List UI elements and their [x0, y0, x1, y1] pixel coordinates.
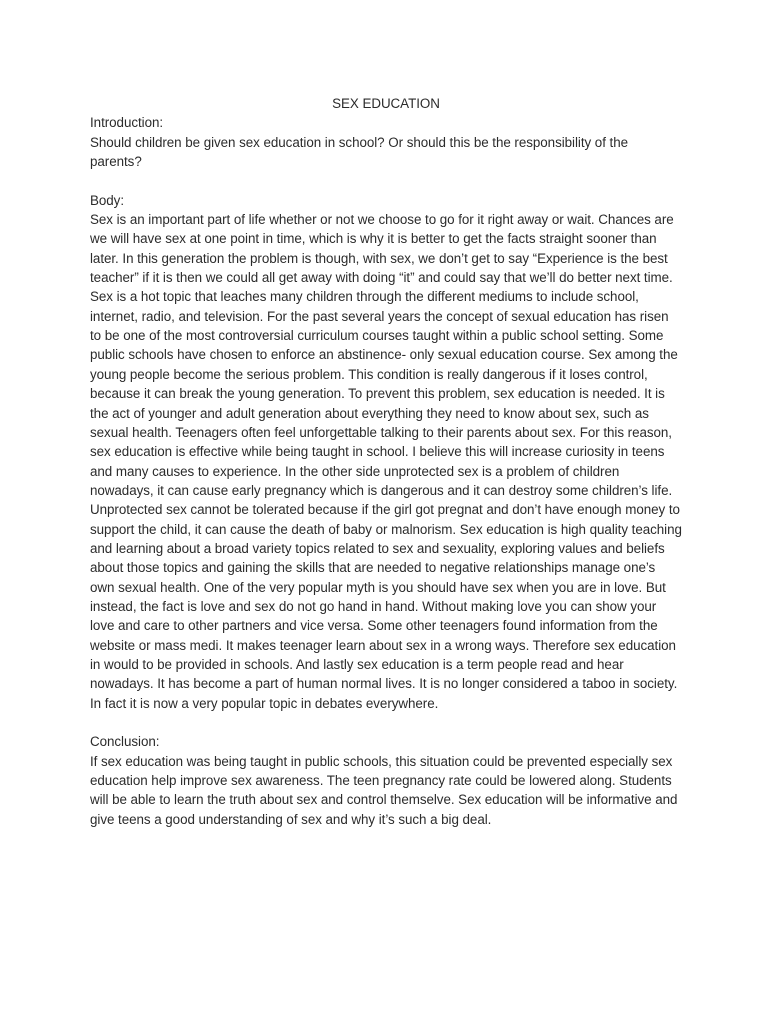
document-content [90, 94, 682, 829]
section-spacer [90, 713, 682, 732]
conclusion-heading: Conclusion: [90, 734, 160, 750]
introduction-heading: Introduction: [90, 115, 164, 131]
body-heading: Body: [90, 192, 124, 208]
document-title: SEX EDUCATION [332, 96, 440, 111]
conclusion-paragraph: If sex education was being taught in public schools, this situation could be prevented especially sex education help improve sex awareness. The teen pregnancy rate could be lowered along. Students will be able to learn the truth about sex and control themselve. Sex education will be informative and give teens a good understanding of sex and why it’s such a big deal. [90, 753, 678, 827]
section-spacer [90, 171, 682, 190]
introduction-paragraph: Should children be given sex education in school? Or should this be the responsibility of the parents? [90, 134, 629, 170]
body-paragraph: Sex is an important part of life whether or not we choose to go for it right away or wait. Chances are we will have sex at one point in time, which is why it is better to get the facts straight sooner than later. In this generation the problem is though, with sex, we don’t get to say “Experience is the best teacher” if it is then we could all get away with doing “it” and could say that we’ll do better next time. Sex is a hot topic that leaches many children through the different mediums to include school, internet, radio, and television. For the past several years the concept of sexual education has risen to be one of the most controversial curriculum courses taught within a public school setting. Some public schools have chosen to enforce an abstinence- only sexual education course. Sex among the young people become the serious problem. This condition is really dangerous if it loses control, because it can break the young generation. To prevent this problem, sex education is needed. It is the act of younger and adult generation about everything they need to know about sex, such as sexual health. Teenagers often feel unforgettable talking to their parents about sex. For this reason, sex education is effective while being taught in school. I believe this will increase curiosity in teens and many causes to experience. In the other side unprotected sex is a problem of children nowadays, it can cause early pregnancy which is dangerous and it can destroy some children’s life. Unprotected sex cannot be tolerated because if the girl got pregnat and don’t have enough money to support the child, it can cause the death of baby or malnorism. Sex education is high quality teaching and learning about a broad variety topics related to sex and sexuality, exploring values and beliefs about those topics and gaining the skills that are needed to negative relationships manage one’s own sexual health. One of the very popular myth is you should have sex when you are in love. But instead, the fact is love and sex do not go hand in hand. Without making love you can show your love and care to other partners and vice versa. Some other teenagers found information from the website or mass medi. It makes teenager learn about sex in a wrong ways. Therefore sex education in would to be provided in schools. And lastly sex education is a term people read and hear nowadays. It has become a part of human normal lives. It is no longer considered a taboo in society. In fact it is now a very popular topic in debates everywhere. [90, 212, 682, 711]
